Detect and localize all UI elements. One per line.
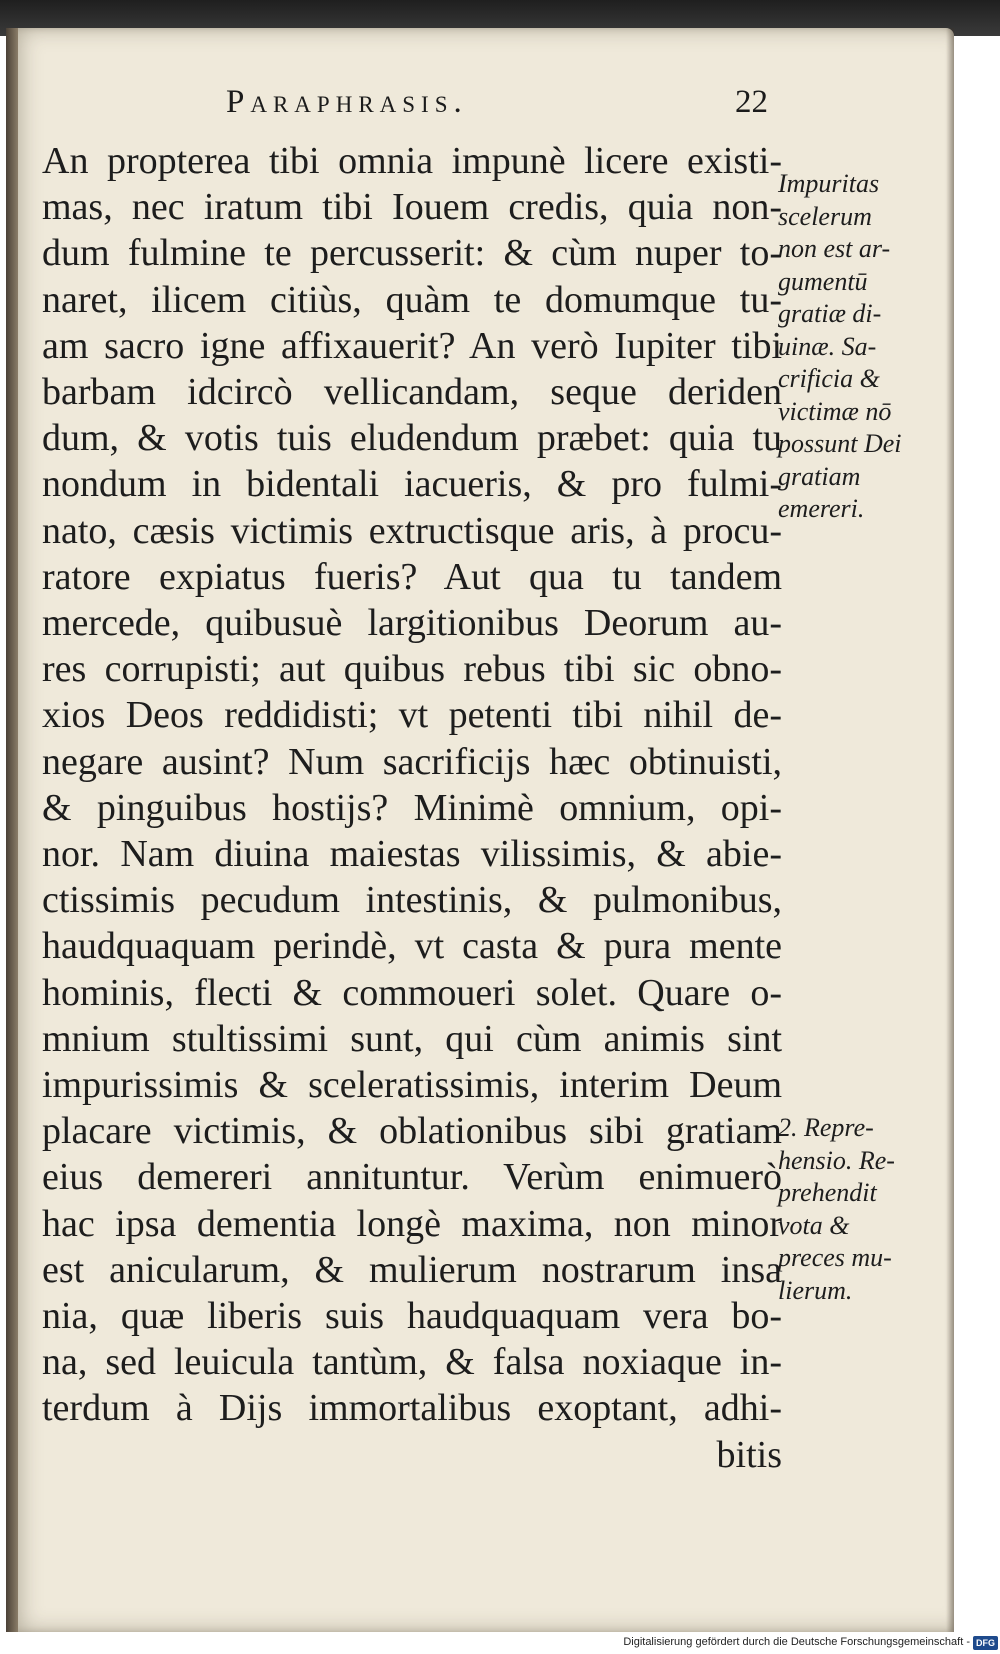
text-line: placare victimis, & oblationibus sibi gratiam	[42, 1110, 782, 1153]
text-line: xios Deos reddidisti; vt petenti tibi nihil de-	[42, 694, 782, 737]
note-line: scelerum	[778, 201, 872, 231]
margin-note-1	[778, 168, 948, 526]
note-line: 2. Repre-	[778, 1113, 874, 1142]
dfg-logo: DFG	[973, 1636, 998, 1650]
text-line: mercede, quibusuè largitionibus Deorum au-	[42, 602, 782, 645]
page-spine-shadow	[6, 28, 18, 1632]
margin-note-2	[778, 1112, 948, 1307]
note-line: possunt Dei	[778, 429, 902, 458]
note-line: Impuritas	[778, 169, 880, 198]
note-line: uinæ. Sa-	[778, 331, 877, 361]
text-line: est anicularum, & mulierum nostrarum insa	[42, 1248, 782, 1291]
text-line: am sacro igne affixauerit? An verò Iupiter tibi	[42, 324, 782, 367]
note-line: vota &	[778, 1210, 850, 1240]
text-line: & pinguibus hostijs? Minimè omnium, opi-	[42, 786, 782, 829]
footer-credit: Digitalisierung gefördert durch die Deutsche Forschungsgemeinschaft -	[623, 1636, 970, 1648]
note-line: preces mu-	[778, 1243, 892, 1272]
body-text	[42, 138, 782, 1478]
text-line: ratore expiatus fueris? Aut qua tu tandem	[42, 555, 782, 598]
note-line: hensio. Re-	[778, 1145, 895, 1175]
note-line: prehendit	[778, 1178, 877, 1207]
text-line: haudquaquam perindè, vt casta & pura mente	[42, 925, 782, 968]
text-line: nia, quæ liberis suis haudquaquam vera bo-	[42, 1295, 782, 1338]
text-line: hac ipsa dementia longè maxima, non minor	[42, 1202, 782, 1245]
text-line: dum, & votis tuis eludendum præbet: quia tu	[42, 417, 782, 460]
text-line: naret, ilicem citiùs, quàm te domumque tu-	[42, 278, 782, 321]
text-line: dum fulmine te percusserit: & cùm nuper to-	[42, 232, 782, 275]
text-line: terdum à Dijs immortalibus exoptant, adhi-	[42, 1387, 782, 1430]
text-line: hominis, flecti & commoueri solet. Quare o-	[42, 971, 782, 1014]
page-number: 22	[735, 84, 768, 120]
text-line: mas, nec iratum tibi Iouem credis, quia non-	[42, 186, 782, 229]
note-line: gratiæ di-	[778, 299, 882, 328]
running-title: Paraphrasis.	[226, 84, 468, 120]
note-line: gratiam	[778, 461, 861, 491]
text-line: nor. Nam diuina maiestas vilissimis, & abie-	[42, 833, 782, 876]
text-line: na, sed leuicula tantùm, & falsa noxiaque in-	[42, 1341, 782, 1384]
text-line: nondum in bidentali iacueris, & pro fulmi-	[42, 463, 782, 506]
note-line: emereri.	[778, 494, 865, 523]
text-line: An propterea tibi omnia impunè licere existi-	[42, 140, 782, 182]
note-line: crificia &	[778, 364, 880, 393]
text-line: mnium stultissimi sunt, qui cùm animis sint	[42, 1017, 782, 1060]
footer-bar	[0, 1634, 1000, 1654]
text-line: eius demereri annituntur. Verùm enimuerò	[42, 1156, 782, 1199]
note-line: non est ar-	[778, 234, 891, 263]
text-line: nato, cæsis victimis extructisque aris, à procu-	[42, 509, 782, 552]
text-line: impurissimis & sceleratissimis, interim Deum	[42, 1064, 782, 1107]
text-line: ctissimis pecudum intestinis, & pulmonibus,	[42, 879, 782, 922]
text-line: barbam idcircò vellicandam, seque deriden	[42, 371, 782, 414]
note-line: gumentū	[778, 266, 868, 296]
note-line: lierum.	[778, 1275, 853, 1305]
catchword: bitis	[716, 1433, 782, 1476]
note-line: victimæ nō	[778, 396, 892, 426]
text-line: negare ausint? Num sacrificijs hæc obtinuisti,	[42, 740, 782, 783]
text-line: res corrupisti; aut quibus rebus tibi sic obno-	[42, 648, 782, 691]
